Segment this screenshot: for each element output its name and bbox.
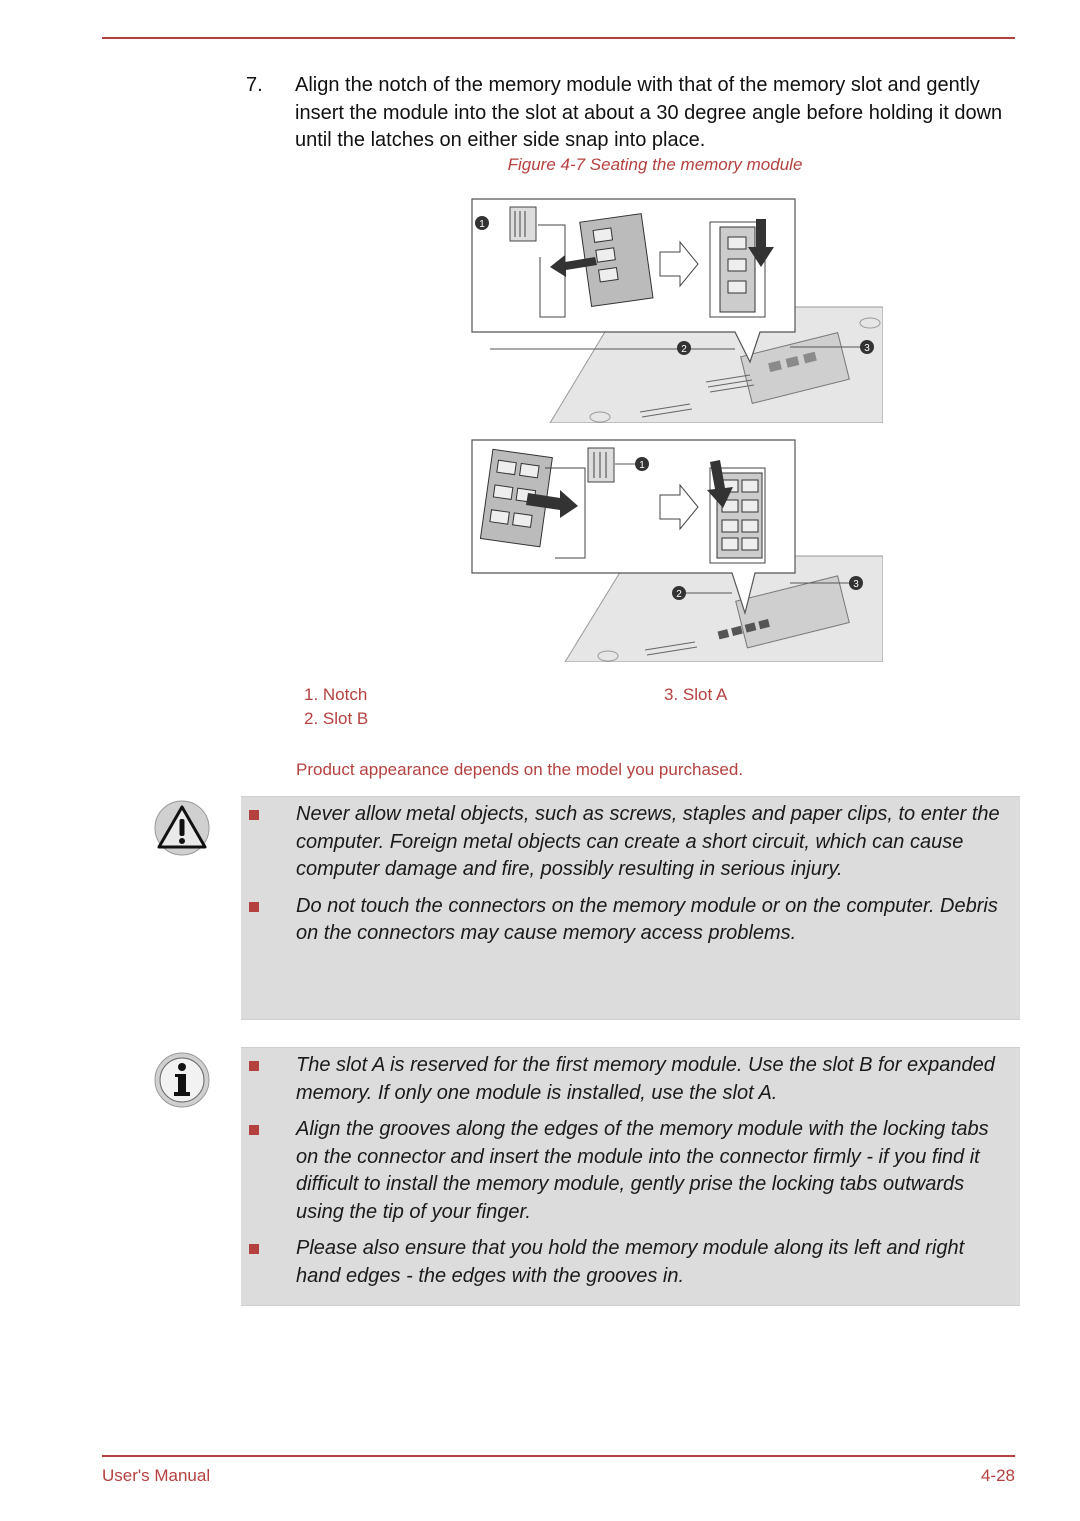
legend-slot-a: 3. Slot A	[664, 685, 728, 704]
svg-text:2: 2	[681, 344, 687, 355]
figure-caption: Figure 4-7 Seating the memory module	[507, 155, 803, 174]
footer-rule	[102, 1455, 1015, 1457]
info-item: The slot A is reserved for the first memory module. Use the slot B for expanded memory. If only one module is installed, use the slot A.	[241, 1052, 1020, 1107]
info-box	[241, 1047, 1020, 1306]
warning-box	[241, 796, 1020, 1020]
svg-text:3: 3	[864, 343, 870, 354]
warning-triangle-icon	[153, 799, 211, 857]
warning-item: Never allow metal objects, such as screws, staples and paper clips, to enter the computer. Foreign metal objects can create a short circuit, which can cause computer damage and fire, possibly resulting in serious injury.	[241, 801, 1020, 884]
memory-illustration-slot-b	[470, 197, 883, 423]
svg-text:3: 3	[853, 579, 859, 590]
callout-2-icon	[672, 586, 686, 600]
bullet-square-icon	[249, 1061, 259, 1071]
step-text: Align the notch of the memory module with that of the memory slot and gently insert the module into the slot at about a 30 degree angle before holding it down until the latches on either side snap into place.	[295, 74, 1003, 151]
header-rule	[102, 37, 1015, 39]
info-item: Align the grooves along the edges of the memory module with the locking tabs on the connector and insert the module into the connector firmly - if you find it difficult to install the memory module, gently prise the locking tabs outwards using the tip of your finger.	[241, 1116, 1020, 1226]
info-list	[241, 1052, 1020, 1299]
callout-1-icon	[475, 216, 489, 230]
legend-notch: 1. Notch	[304, 685, 368, 704]
footer-manual-title: User's Manual	[102, 1466, 211, 1485]
warning-item: Do not touch the connectors on the memory module or on the computer. Debris on the connectors may cause memory access problems.	[241, 893, 1020, 948]
svg-text:2: 2	[676, 589, 682, 600]
info-item: Please also ensure that you hold the memory module along its left and right hand edges - the edges with the grooves in.	[241, 1235, 1020, 1290]
svg-text:1: 1	[479, 219, 485, 230]
page-number: 4-28	[980, 1466, 1015, 1485]
bullet-square-icon	[249, 810, 259, 820]
bullet-square-icon	[249, 902, 259, 912]
svg-text:1: 1	[639, 460, 645, 471]
callout-3-icon	[860, 340, 874, 354]
bullet-square-icon	[249, 1125, 259, 1135]
bullet-square-icon	[249, 1244, 259, 1254]
step-number: 7.	[246, 74, 263, 96]
legend-slot-b: 2. Slot B	[304, 709, 369, 728]
callout-3-icon	[849, 576, 863, 590]
info-icon	[153, 1051, 211, 1109]
memory-illustration-slot-a	[470, 438, 883, 662]
callout-2-icon	[677, 341, 691, 355]
warning-list	[241, 801, 1020, 957]
appearance-note: Product appearance depends on the model you purchased.	[296, 760, 744, 779]
